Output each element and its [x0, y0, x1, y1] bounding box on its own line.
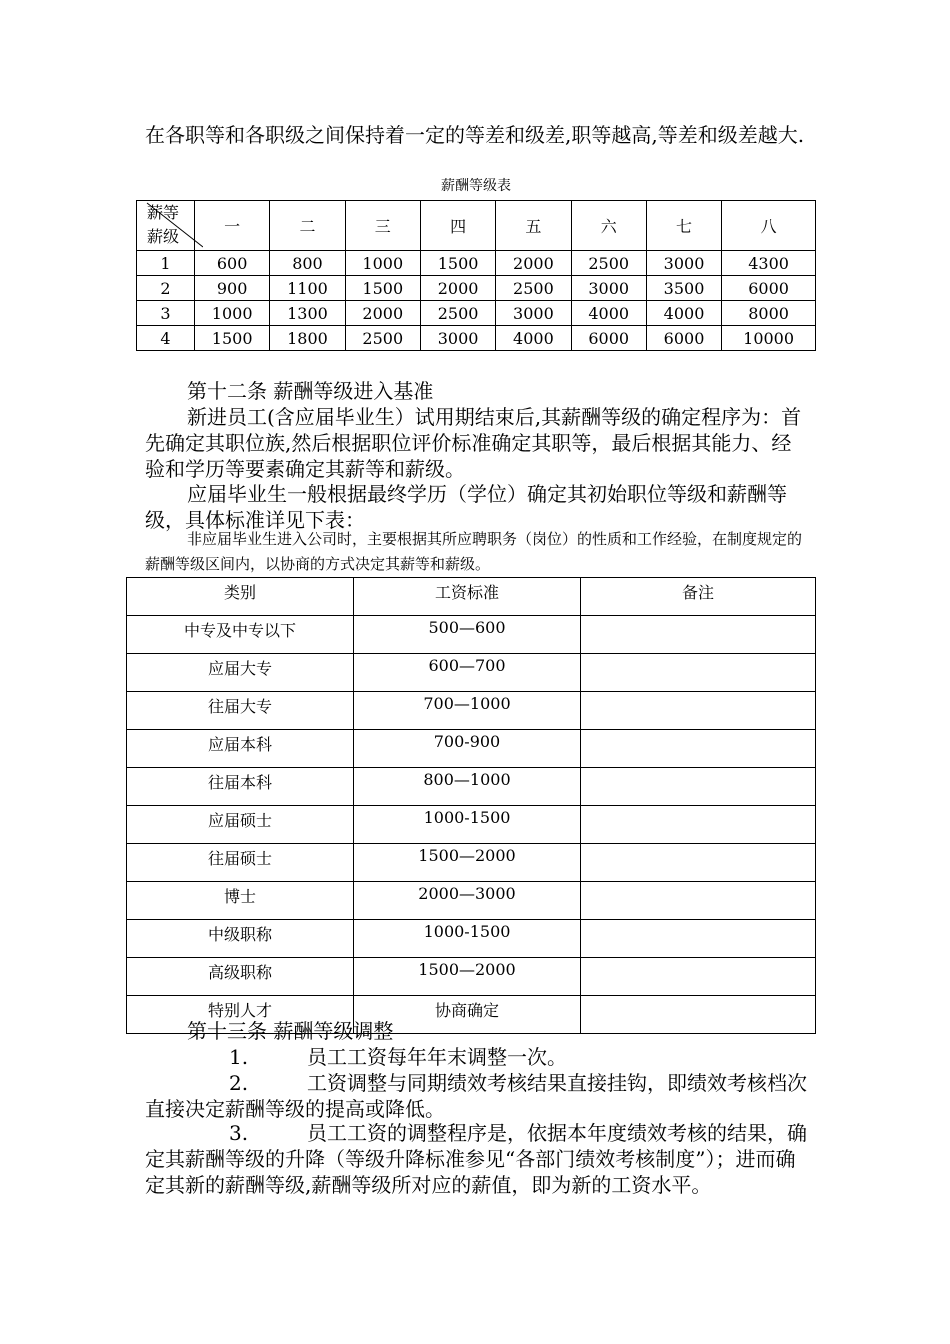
corner-top-label: 薪等	[147, 203, 180, 222]
note-cell	[581, 730, 816, 768]
level-cell: 1	[137, 251, 195, 276]
grade-value-cell: 1300	[270, 301, 345, 326]
level-cell: 3	[137, 301, 195, 326]
grade-header-cell: 五	[496, 201, 571, 251]
standard-cell: 500—600	[354, 616, 581, 654]
grade-value-cell: 3500	[646, 276, 721, 301]
standard-cell: 协商确定	[354, 996, 581, 1034]
item-text: 员工工资每年年末调整一次。	[307, 1045, 567, 1069]
std-table-row	[127, 654, 816, 692]
std-table-row	[127, 730, 816, 768]
grade-value-cell: 1500	[420, 251, 495, 276]
item-number: 3.	[229, 1121, 249, 1145]
grade-header-cell: 六	[571, 201, 646, 251]
grade-value-cell: 1500	[345, 276, 420, 301]
grade-value-cell: 3000	[646, 251, 721, 276]
category-cell: 中专及中专以下	[127, 616, 354, 654]
grade-value-cell: 1500	[195, 326, 270, 351]
grade-value-cell: 2500	[420, 301, 495, 326]
note-cell	[581, 920, 816, 958]
grade-value-cell: 6000	[722, 276, 816, 301]
grade-header-cell: 四	[420, 201, 495, 251]
standard-cell: 1000-1500	[354, 806, 581, 844]
header-note: 备注	[581, 578, 816, 616]
grade-header-cell: 八	[722, 201, 816, 251]
grade-table-row	[137, 301, 816, 326]
note-cell	[581, 692, 816, 730]
std-table-header-row	[127, 578, 816, 616]
note-cell	[581, 882, 816, 920]
grade-value-cell: 900	[195, 276, 270, 301]
grade-value-cell: 6000	[646, 326, 721, 351]
grade-value-cell: 4300	[722, 251, 816, 276]
article12-paragraph-1: 新进员工(含应届毕业生）试用期结束后,其薪酬等级的确定程序为：首先确定其职位族,然后根据职位评价标准确定其职等，最后根据其能力、经验和学历等要素确定其薪等和薪级。	[145, 405, 802, 481]
grade-table-row	[137, 276, 816, 301]
article13-title: 第十三条 薪酬等级调整	[187, 1019, 394, 1043]
grade-value-cell: 1000	[345, 251, 420, 276]
grade-value-cell: 2000	[496, 251, 571, 276]
grade-value-cell: 2000	[345, 301, 420, 326]
item-text: 员工工资的调整程序是，依据本年度绩效考核的结果，确定其薪酬等级的升降（等级升降标准参见“各部门绩效考核制度”）；进而确定其新的薪酬等级,薪酬等级所对应的薪值，即为新的工资水平。	[145, 1121, 807, 1197]
grade-value-cell: 1000	[195, 301, 270, 326]
category-cell: 高级职称	[127, 958, 354, 996]
note-cell	[581, 768, 816, 806]
grade-value-cell: 3000	[496, 301, 571, 326]
category-cell: 应届本科	[127, 730, 354, 768]
category-cell: 往届硕士	[127, 844, 354, 882]
grade-header-cell: 一	[195, 201, 270, 251]
item-text: 工资调整与同期绩效考核结果直接挂钩，即绩效考核档次直接决定薪酬等级的提高或降低。	[145, 1071, 807, 1121]
grade-value-cell: 6000	[571, 326, 646, 351]
article12-title: 第十二条 薪酬等级进入基准	[187, 379, 434, 403]
grade-header-cell: 七	[646, 201, 721, 251]
standard-cell: 2000—3000	[354, 882, 581, 920]
grade-value-cell: 4000	[571, 301, 646, 326]
article13-item-2	[145, 1070, 807, 1122]
category-cell: 特别人才	[127, 996, 354, 1034]
grade-table-header-row	[137, 201, 816, 251]
intro-paragraph: 在各职等和各职级之间保持着一定的等差和级差,职等越高,等差和级差越大.	[145, 123, 805, 147]
note-cell	[581, 654, 816, 692]
grade-value-cell: 2500	[345, 326, 420, 351]
article13-item-1	[145, 1044, 807, 1070]
standard-cell: 1000-1500	[354, 920, 581, 958]
header-category: 类别	[127, 578, 354, 616]
article13-item-3	[145, 1120, 807, 1198]
grade-value-cell: 1100	[270, 276, 345, 301]
header-standard: 工资标准	[354, 578, 581, 616]
grade-table-row	[137, 251, 816, 276]
grade-value-cell: 800	[270, 251, 345, 276]
standard-cell: 600—700	[354, 654, 581, 692]
grade-value-cell: 8000	[722, 301, 816, 326]
article12-paragraph-2: 应届毕业生一般根据最终学历（学位）确定其初始职位等级和薪酬等级，具体标准详见下表：	[145, 482, 787, 532]
standard-cell: 1500—2000	[354, 958, 581, 996]
standard-cell: 800—1000	[354, 768, 581, 806]
grade-value-cell: 3000	[571, 276, 646, 301]
grade-value-cell: 10000	[722, 326, 816, 351]
grade-value-cell: 4000	[646, 301, 721, 326]
corner-header-cell	[137, 201, 195, 251]
grade-value-cell: 2000	[420, 276, 495, 301]
std-table-row	[127, 768, 816, 806]
standard-cell: 700-900	[354, 730, 581, 768]
item-number: 2.	[229, 1071, 249, 1095]
category-cell: 博士	[127, 882, 354, 920]
note-cell	[581, 616, 816, 654]
standard-cell: 700—1000	[354, 692, 581, 730]
category-cell: 往届大专	[127, 692, 354, 730]
level-cell: 2	[137, 276, 195, 301]
grade-value-cell: 2500	[496, 276, 571, 301]
grade-value-cell: 2500	[571, 251, 646, 276]
std-table-row	[127, 882, 816, 920]
std-table-row	[127, 920, 816, 958]
grade-table-caption: 薪酬等级表	[441, 178, 511, 194]
std-table-row	[127, 616, 816, 654]
std-table-row	[127, 692, 816, 730]
category-cell: 往届本科	[127, 768, 354, 806]
grade-value-cell: 3000	[420, 326, 495, 351]
corner-bottom-label: 薪级	[147, 227, 180, 246]
grade-value-cell: 1800	[270, 326, 345, 351]
note-cell	[581, 844, 816, 882]
item-number: 1.	[229, 1045, 249, 1069]
category-cell: 应届硕士	[127, 806, 354, 844]
grade-header-cell: 二	[270, 201, 345, 251]
grade-header-cell: 三	[345, 201, 420, 251]
std-table-row	[127, 806, 816, 844]
grade-value-cell: 4000	[496, 326, 571, 351]
article12-paragraph-3: 非应届毕业生进入公司时，主要根据其所应聘职务（岗位）的性质和工作经验，在制度规定的薪酬等级区间内，以协商的方式决定其薪等和薪级。	[145, 530, 803, 573]
note-cell	[581, 806, 816, 844]
std-table-row	[127, 844, 816, 882]
standard-cell: 1500—2000	[354, 844, 581, 882]
std-table-row	[127, 958, 816, 996]
salary-standard-table	[126, 577, 816, 1034]
category-cell: 应届大专	[127, 654, 354, 692]
category-cell: 中级职称	[127, 920, 354, 958]
grade-value-cell: 600	[195, 251, 270, 276]
level-cell: 4	[137, 326, 195, 351]
note-cell	[581, 958, 816, 996]
grade-table-row	[137, 326, 816, 351]
salary-grade-table	[136, 200, 816, 351]
